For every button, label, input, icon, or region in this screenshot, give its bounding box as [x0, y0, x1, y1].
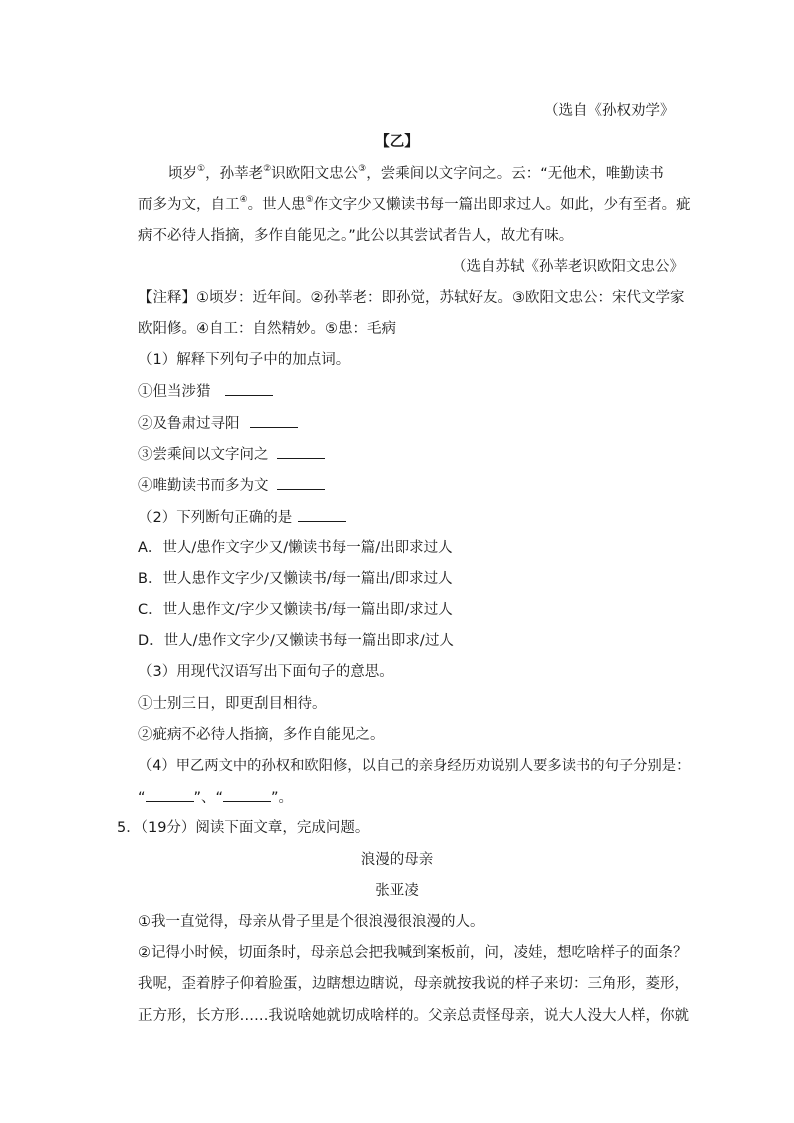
quote-mid: ”、“ — [193, 790, 224, 806]
item-text: ②及鲁肃过寻阳 — [138, 416, 240, 432]
question-3-item-1: ①士别三日，即更刮目相待。 — [138, 696, 327, 712]
section-heading-yi: 【乙】 — [375, 134, 419, 150]
item-text: ③尝乘间以文字问之 — [138, 447, 269, 463]
question-4-answer-line — [138, 787, 293, 808]
text: 而多为文，自工 — [138, 197, 240, 213]
question-3-stem: （3）用现代汉语写出下面句子的意思。 — [138, 664, 394, 680]
item-text: ④唯勤读书而多为文 — [138, 478, 269, 494]
question-1-stem: （1）解释下列句子中的加点词。 — [138, 352, 351, 368]
question-2-option-d[interactable]: D．世人/患作文字少/又懒读书每一篇出即求/过人 — [138, 633, 454, 649]
article-author: 张亚凌 — [375, 883, 419, 899]
text: 。世人患 — [247, 197, 306, 213]
passage-yi-line-1 — [168, 164, 664, 184]
question-1-item-4 — [138, 475, 325, 496]
text: ，尝乘间以文字问之。云：“无他术，唯勤读书 — [366, 166, 664, 182]
footnote-mark-2: ② — [263, 164, 272, 175]
footnote-mark-3: ③ — [358, 164, 367, 175]
answer-blank[interactable] — [250, 413, 298, 428]
article-para-2-line-2: 我呢，歪着脖子仰着脸蛋，边瞎想边瞎说，母亲就按我说的样子来切：三角形，菱形， — [138, 976, 689, 992]
answer-blank[interactable] — [225, 381, 273, 396]
answer-blank[interactable] — [277, 475, 325, 490]
answer-blank[interactable] — [277, 444, 325, 459]
article-title: 浪漫的母亲 — [360, 852, 434, 868]
answer-blank-2[interactable] — [223, 787, 271, 802]
question-2-option-b[interactable]: B．世人患作文字少/又懒读书/每一篇出/即求过人 — [138, 571, 453, 587]
source-citation-b: （选自苏轼《孙莘老识欧阳文忠公》 — [452, 259, 684, 275]
notes-line-1: 【注释】①顷岁：近年间。②孙莘老：即孙觉，苏轼好友。③欧阳文忠公：宋代文学家 — [138, 290, 685, 306]
question-4-stem: （4）甲乙两文中的孙权和欧阳修，以自己的亲身经历劝说别人要多读书的句子分别是： — [138, 758, 691, 774]
answer-blank[interactable] — [298, 507, 346, 522]
text: 识欧阳文忠公 — [271, 166, 359, 182]
question-1-item-3 — [138, 444, 325, 465]
article-para-2-line-3: 正方形，长方形……我说啥她就切成啥样的。父亲总责怪母亲，说大人没大人样，你就 — [138, 1008, 689, 1024]
passage-yi-line-2 — [138, 195, 691, 215]
quote-open: “ — [138, 790, 146, 806]
footnote-mark-4: ④ — [239, 195, 248, 206]
text: 顷岁 — [168, 166, 197, 182]
item-text: ①但当涉猎 — [138, 384, 211, 400]
passage-yi-line-3: 病不必待人指摘，多作自能见之。”此公以其尝试者告人，故尤有味。 — [138, 228, 574, 244]
notes-line-2: 欧阳修。④自工：自然精妙。⑤患：毛病 — [138, 321, 396, 337]
question-1-item-1 — [138, 381, 273, 402]
stem-text: （2）下列断句正确的是 — [138, 510, 293, 526]
answer-blank-1[interactable] — [146, 787, 194, 802]
text: ，孙莘老 — [205, 166, 264, 182]
question-3-item-2: ②疵病不必待人指摘，多作自能见之。 — [138, 727, 385, 743]
question-5-stem: 5．（19分）阅读下面文章，完成问题。 — [117, 820, 370, 836]
question-2-stem — [138, 507, 346, 528]
footnote-mark-5: ⑤ — [305, 195, 314, 206]
source-citation-a: （选自《孙权劝学》 — [544, 103, 675, 119]
footnote-mark-1: ① — [197, 164, 206, 175]
article-para-2-line-1: ②记得小时候，切面条时，母亲总会把我喊到案板前，问，凌娃，想吃啥样子的面条？ — [138, 945, 688, 961]
text: 作文字少又懒读书每一篇出即求过人。如此，少有至者。疵 — [313, 197, 691, 213]
article-para-1: ①我一直觉得，母亲从骨子里是个很浪漫很浪漫的人。 — [138, 914, 485, 930]
question-1-item-2 — [138, 413, 298, 434]
question-2-option-a[interactable]: A．世人/患作文字少又/懒读书每一篇/出即求过人 — [138, 540, 453, 556]
quote-close: ”。 — [271, 790, 294, 806]
question-2-option-c[interactable]: C．世人患作文/字少又懒读书/每一篇出即/求过人 — [138, 602, 453, 618]
